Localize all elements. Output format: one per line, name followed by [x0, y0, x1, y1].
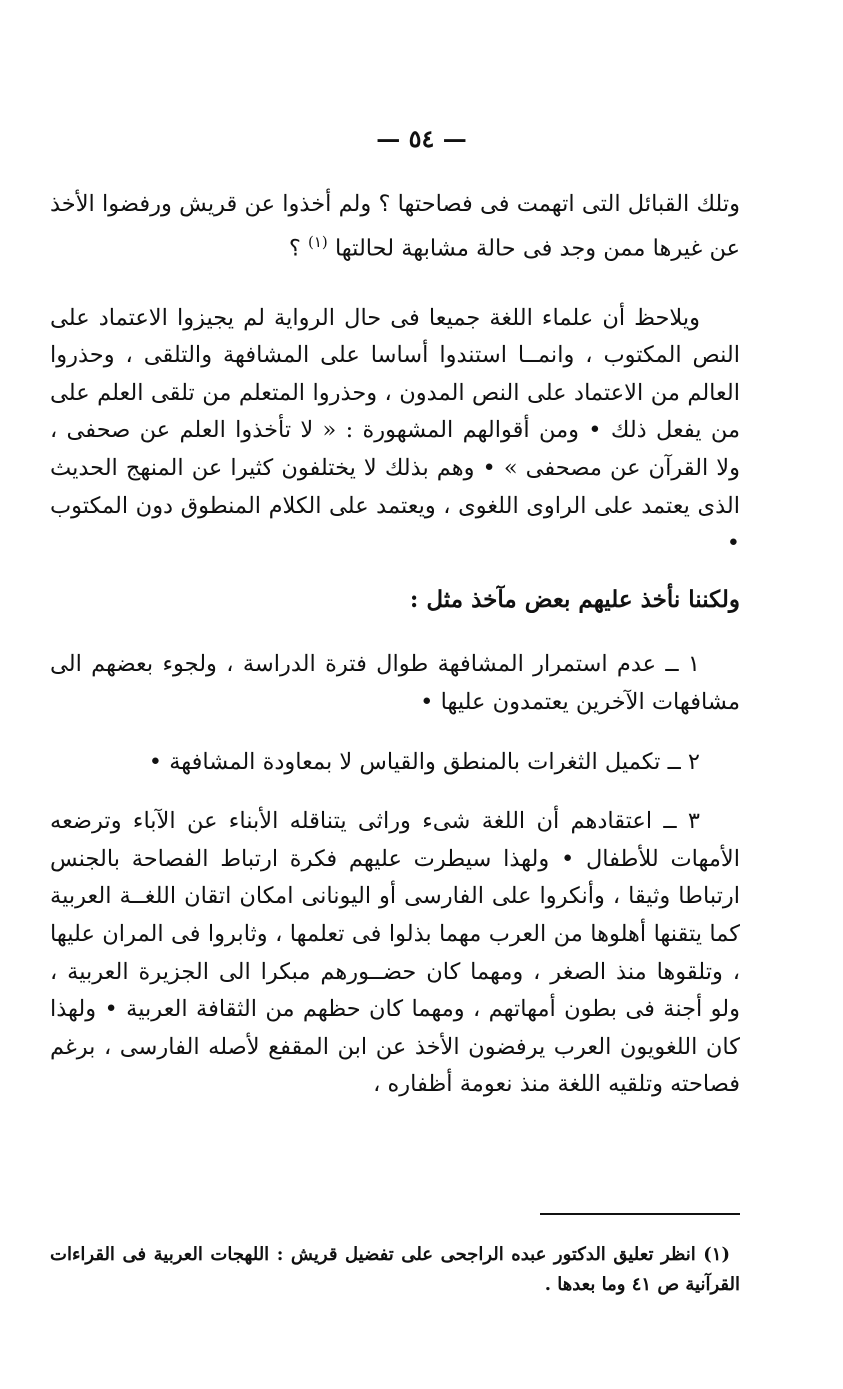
list-item-3: ٣ ــ اعتقادهم أن اللغة شىء وراثى يتناقله الأبناء عن الآباء وترضعه الأمهات للأطفال • ولهذا سيطرت عليهم فكرة ارتباط الفصاحة بالجنس ارتباطا وثيقا ، وأنكروا على الفارسى أو اليونانى امكان اتقان اللغــة العربية كما يتقنها أهلوها من العرب مهما بذلوا فى تعلمها ، وثابروا فى المران عليها ، وتلقوها منذ الصغر ، ومهما كان حضــورهم مبكرا الى الجزيرة العربية ، ولو أجنة فى بطون أمهاتهم ، ومهما كان حظهم من الثقافة العربية • ولهذا كان اللغويون العرب يرفضون الأخذ عن ابن المقفع لأصله الفارسى ، برغم فصاحته وتلقيه اللغة منذ نعومة أظفاره ، — [50, 808, 740, 1098]
footnote-text: (١) انظر تعليق الدكتور عبده الراجحى على تفضيل قريش : اللهجات العربية فى القراءات القرآنية ص ٤١ وما بعدها . — [50, 1244, 740, 1295]
spacer — [50, 722, 740, 744]
list-item-1: ١ ــ عدم استمرار المشافهة طوال فترة الدراسة ، ولجوء بعضهم الى مشافهات الآخرين يعتمدون عليها • — [50, 651, 740, 716]
spacer — [50, 618, 740, 646]
spacer — [50, 268, 740, 300]
section-heading: ولكننا نأخذ عليهم بعض مآخذ مثل : — [409, 585, 740, 613]
paragraph-1-text: وتلك القبائل التى اتهمت فى فصاحتها ؟ ولم أخذوا عن قريش ورفضوا الأخذ عن غيرها ممن وجد فى حالة مشابهة لحالتها — [50, 191, 740, 262]
body-text — [50, 186, 740, 1104]
footnote-divider — [540, 1213, 740, 1215]
paragraph-2: ويلاحظ أن علماء اللغة جميعا فى حال الرواية لم يجيزوا الاعتماد على النص المكتوب ، وانمــا استندوا أساسا على المشافهة والتلقى ، وحذروا العالم من الاعتماد على النص المدون ، وحذروا المتعلم من تلقى العلم على من يفعل ذلك • ومن أقوالهم المشهورة : « لا تأخذوا العلم عن صحفى ، ولا القرآن عن مصحفى » • وهم بذلك لا يختلفون كثيرا عن المنهج الحديث الذى يعتمد على الراوى اللغوى ، ويعتمد على الكلام المنطوق دون المكتوب • — [50, 304, 740, 557]
list-item-2: ٢ ــ تكميل الثغرات بالمنطق والقياس لا بمعاودة المشافهة • — [148, 748, 700, 775]
footnote-marker: (١) — [308, 232, 328, 251]
spacer — [50, 781, 740, 803]
paragraph-1-end: ؟ — [288, 235, 308, 262]
page-number: — ٥٤ — — [376, 124, 467, 153]
paragraph-1 — [50, 186, 740, 268]
spacer — [50, 563, 740, 581]
footnote — [50, 1240, 740, 1300]
